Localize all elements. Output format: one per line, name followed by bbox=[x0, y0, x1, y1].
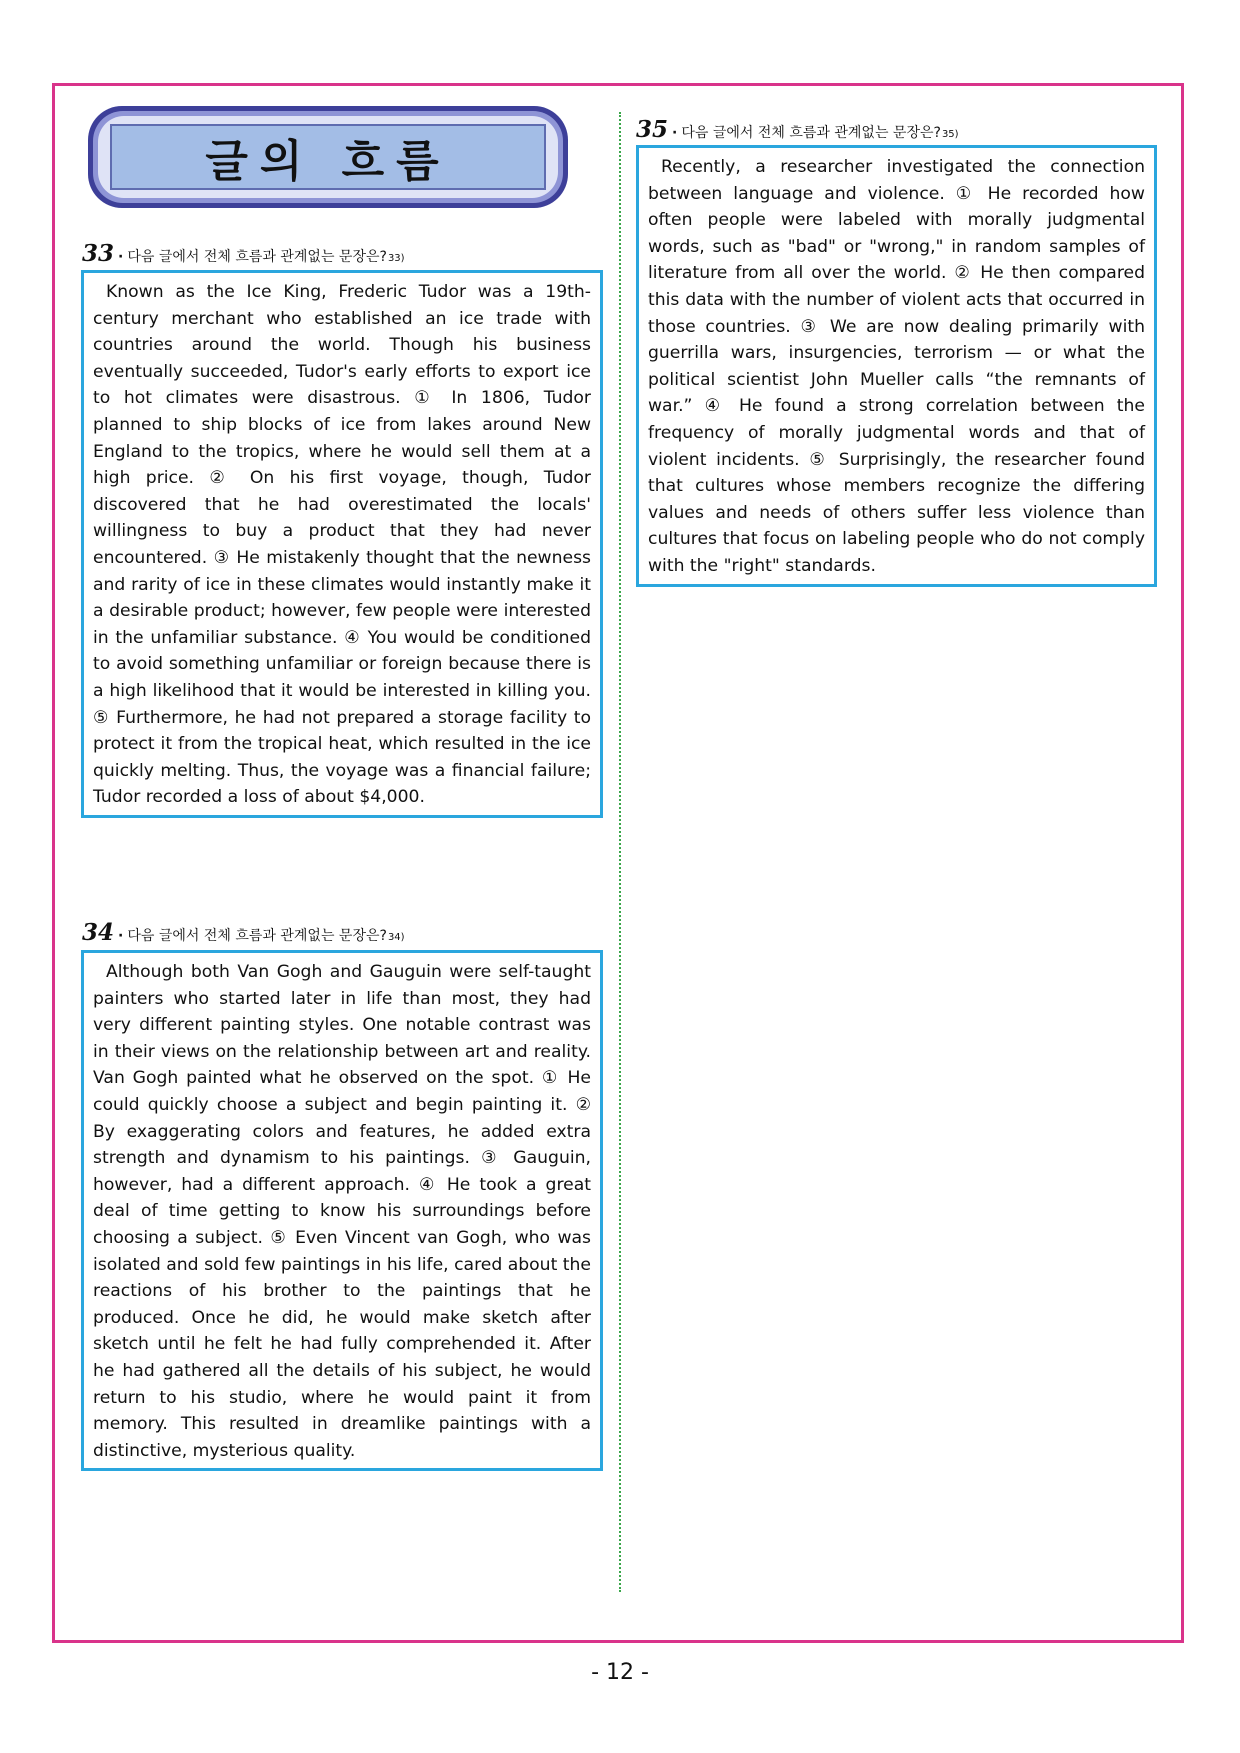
footnote-ref: 33) bbox=[387, 253, 405, 264]
page-number: - 12 - bbox=[591, 1660, 649, 1685]
question-35-header: 35 · 다음 글에서 전체 흐름과 관계없는 문장은? 35) bbox=[636, 116, 959, 143]
section-banner bbox=[88, 106, 568, 208]
question-35-passage: Recently, a researcher investigated the connection between language and violence. ① He recorded how often people were labeled with morally judgmental words, such as "bad" or "wrong," in random samples of literature from all over the world. ② He then compared this data with the number of violent acts that occurred in those countries. ③ We are now dealing primarily with guerrilla wars, insurgencies, terrorism — or what the political scientist John Mueller calls “the remnants of war.” ④ He found a strong correlation between the frequency of morally judgmental words and that of violent incidents. ⑤ Surprisingly, the researcher found that cultures whose members recognize the differing values and needs of others suffer less violence than cultures that focus on labeling people who do not comply with the "right" standards. bbox=[636, 145, 1157, 587]
question-34-passage: Although both Van Gogh and Gauguin were self-taught painters who started later in life than most, they had very different painting styles. One notable contrast was in their views on the relationship between art and reality. Van Gogh painted what he observed on the spot. ① He could quickly choose a subject and begin painting it. ② By exaggerating colors and features, he added extra strength and dynamism to his paintings. ③ Gauguin, however, had a different approach. ④ He took a great deal of time getting to know his surroundings before choosing a subject. ⑤ Even Vincent van Gogh, who was isolated and sold few paintings in his life, cared about the reactions of his brother to the paintings that he produced. Once he did, he would make sketch after sketch until he felt he had fully comprehended it. After he had gathered all the details of his subject, he would return to his studio, where he would paint it from memory. This resulted in dreamlike paintings with a distinctive, mysterious quality. bbox=[81, 950, 603, 1471]
question-prompt: 다음 글에서 전체 흐름과 관계없는 문장은? bbox=[127, 928, 387, 944]
question-number: 33 bbox=[82, 240, 115, 267]
question-prompt: 다음 글에서 전체 흐름과 관계없는 문장은? bbox=[127, 249, 387, 265]
column-divider bbox=[619, 112, 621, 1592]
footnote-ref: 34) bbox=[387, 932, 405, 943]
question-33-header: 33 · 다음 글에서 전체 흐름과 관계없는 문장은? 33) bbox=[82, 240, 405, 267]
question-34-header: 34 · 다음 글에서 전체 흐름과 관계없는 문장은? 34) bbox=[82, 919, 405, 946]
question-number: 35 bbox=[636, 116, 669, 143]
question-number: 34 bbox=[82, 919, 115, 946]
footnote-ref: 35) bbox=[941, 129, 959, 140]
question-prompt: 다음 글에서 전체 흐름과 관계없는 문장은? bbox=[681, 125, 941, 141]
question-33-passage: Known as the Ice King, Frederic Tudor was a 19th-century merchant who established an ice trade with countries around the world. Though his business eventually succeeded, Tudor's early efforts to export ice to hot climates were disastrous. ① In 1806, Tudor planned to ship blocks of ice from lakes around New England to the tropics, where he would sell them at a high price. ② On his first voyage, though, Tudor discovered that he had overestimated the locals' willingness to buy a product that they had never encountered. ③ He mistakenly thought that the newness and rarity of ice in these climates would instantly make it a desirable product; however, few people were interested in the unfamiliar substance. ④ You would be conditioned to avoid something unfamiliar or foreign because there is a high likelihood that it would be interested in killing you. ⑤ Furthermore, he had not prepared a storage facility to protect it from the tropical heat, which resulted in the ice quickly melting. Thus, the voyage was a financial failure; Tudor recorded a loss of about $4,000. bbox=[81, 270, 603, 818]
section-title: 글의 흐름 bbox=[205, 136, 451, 187]
